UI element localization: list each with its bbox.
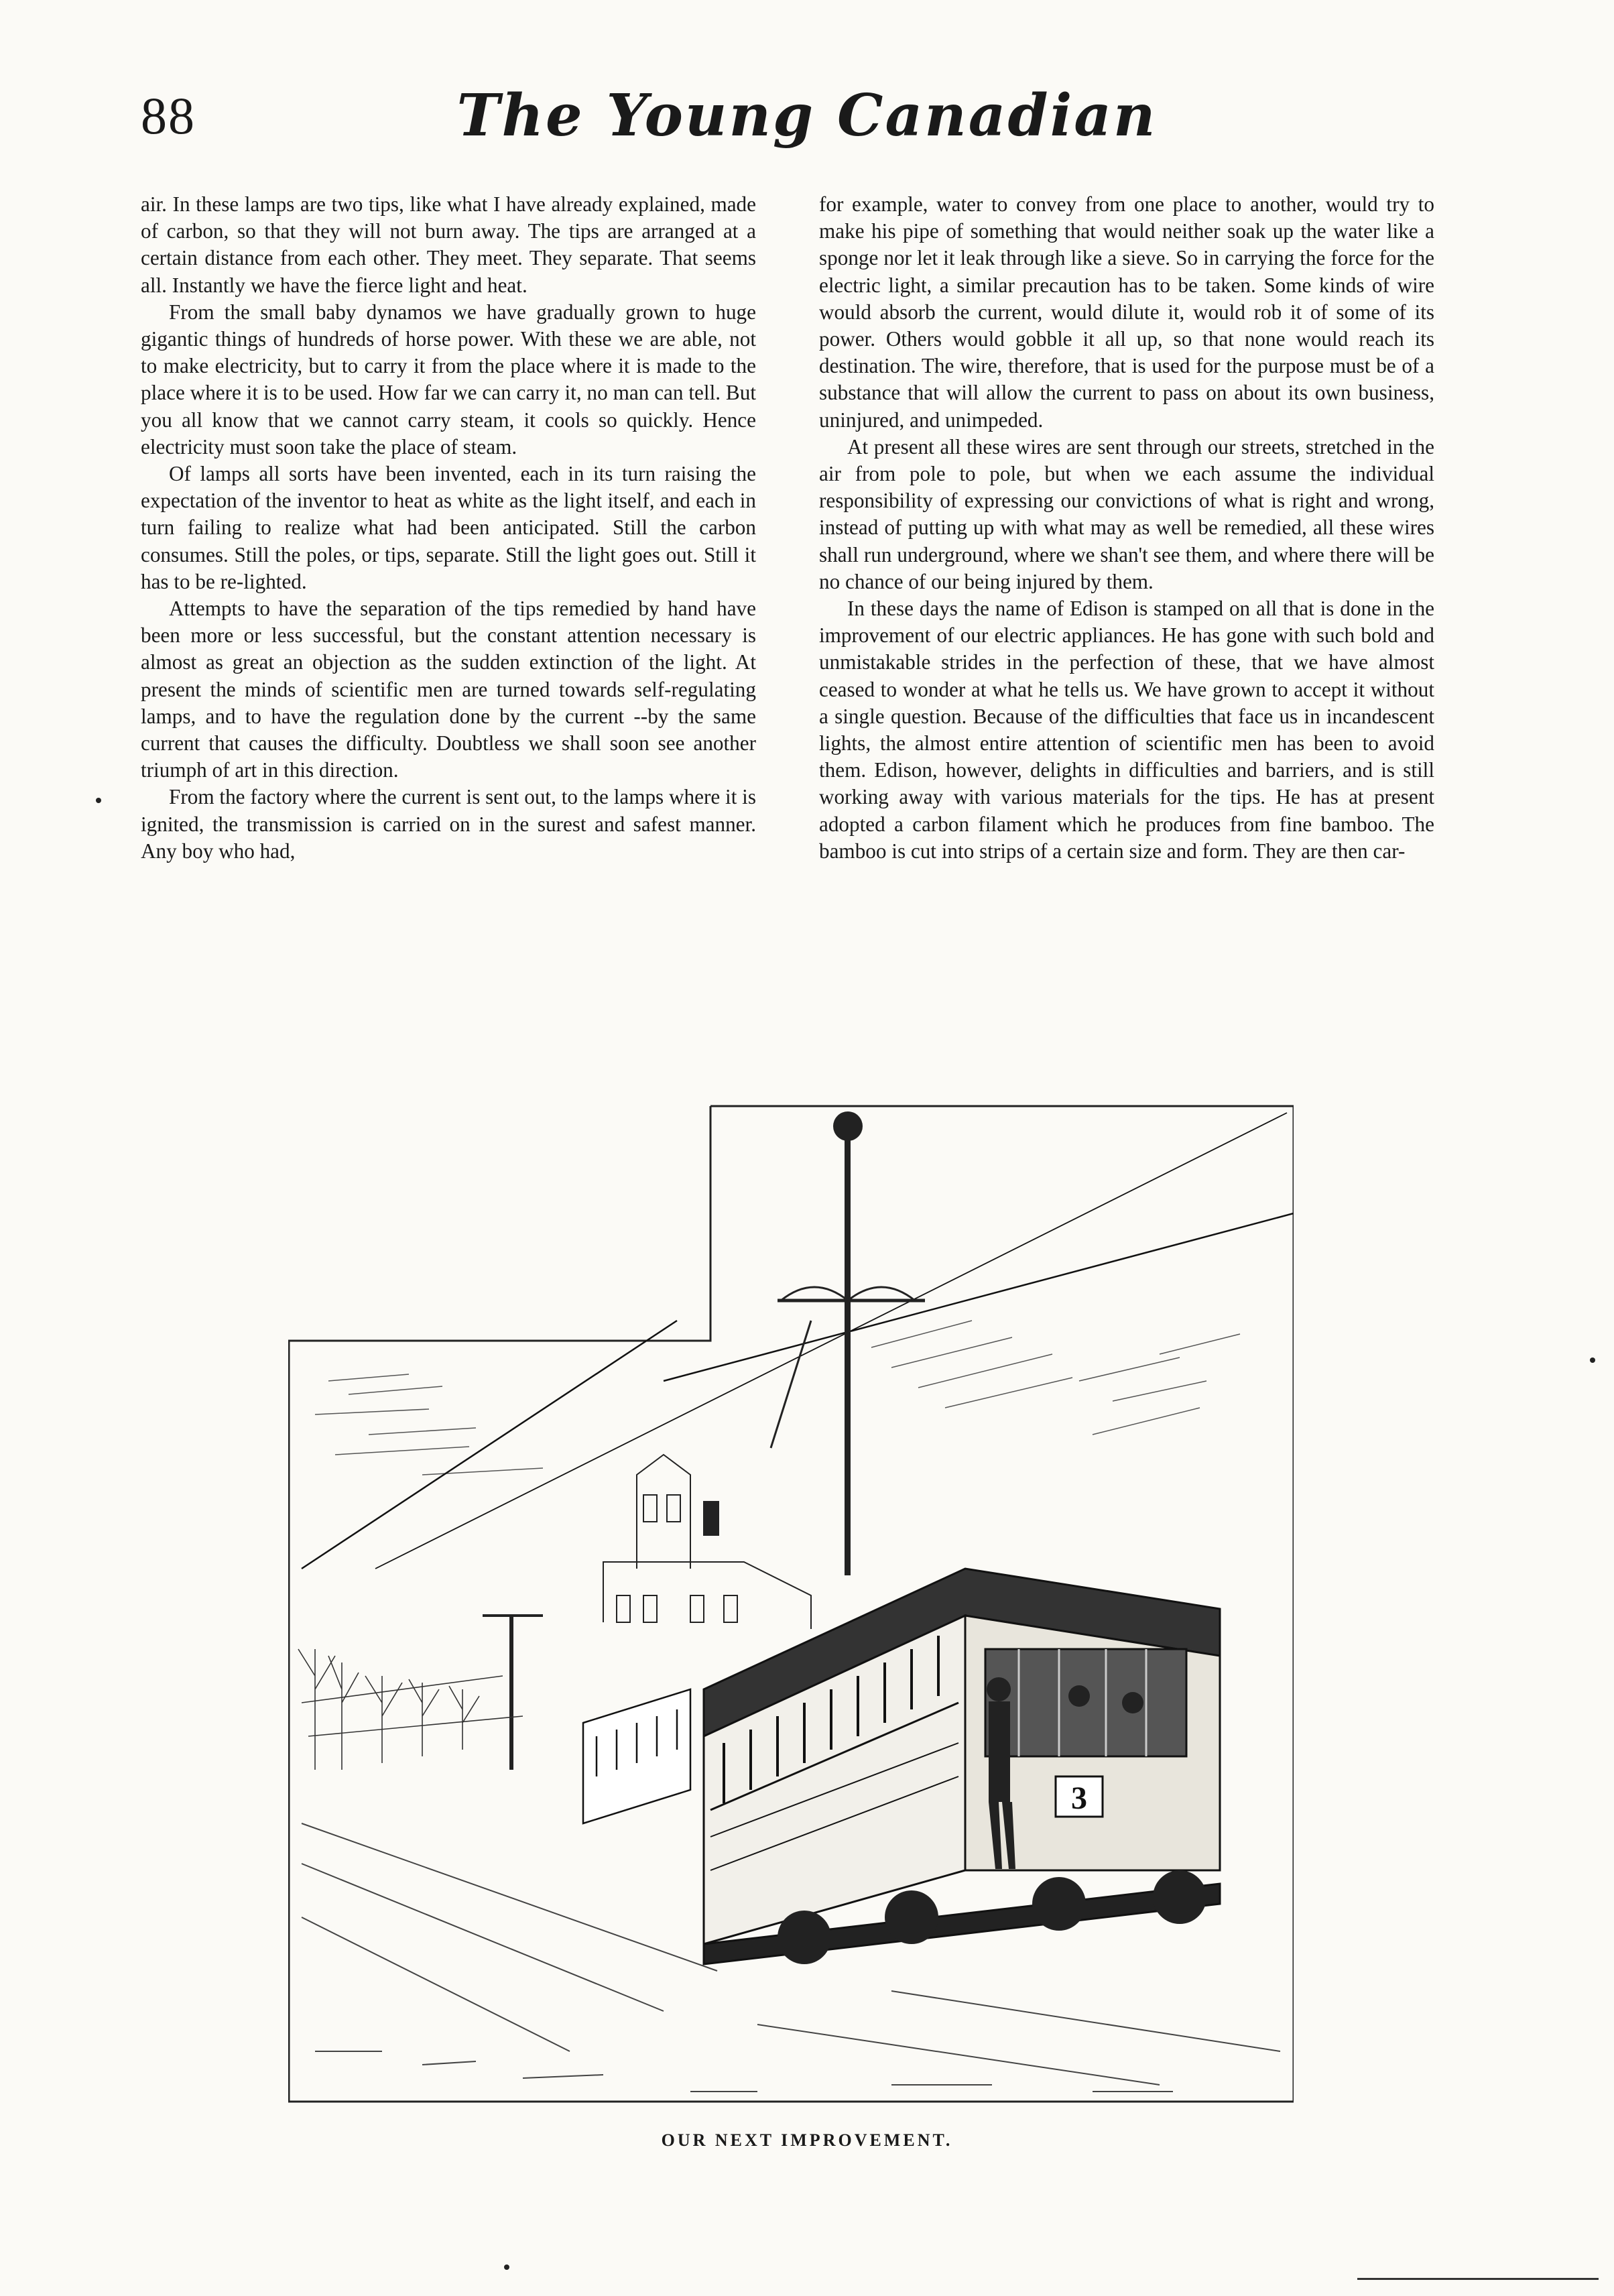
paragraph: From the factory where the current is sent out, to the lamps where it is ignited, the transmission is carried on in the surest and safest manner. Any boy who had,: [141, 785, 756, 863]
paragraph: At present all these wires are sent through our streets, stretched in the air from pole to pole, but when we each assume the individual responsibility of expressing our convictions of what is right and wrong, instead of putting up with what may as well be remedied, all these wires shall run underground, where we shan't see them, and where there will be no chance of our being injured by them.: [819, 434, 1434, 593]
paragraph: Attempts to have the separation of the tips remedied by hand have been more or less successful, but the constant attention necessary is almost as great an objection as the sudden extinction of the light. At present the minds of scientific men are turned towards self-regulating lamps, and to have the regulation done by the current --by the same current that causes the difficulty. Doubtless we shall soon see another triumph of art in this direction.: [141, 597, 756, 782]
paragraph: air. In these lamps are two tips, like what I have already explained, made of carbon, so that they will not burn away. The tips are arranged at a certain distance from each other. They meet. They separate. That seems all. Instantly we have the fierce light and heat.: [141, 192, 756, 297]
car-number-label: 3: [1071, 1780, 1087, 1816]
figure-caption: OUR NEXT IMPROVEMENT.: [661, 2130, 953, 2150]
paragraph: From the small baby dynamos we have gradually grown to huge gigantic things of hundreds of horse power. With these we are able, not to make electricity, but to carry it from the place where it is made to the place where it is to be used. How far we can carry it, no man can tell. But you all know that we cannot carry steam, it cools so quickly. Hence electricity must soon take the place of steam.: [141, 300, 756, 459]
print-speck: [504, 2264, 509, 2270]
print-speck: [1590, 1357, 1595, 1363]
paragraph: In these days the name of Edison is stamped on all that is done in the improvement of our electric appliances. He has gone with such bold and unmistakable strides in the perfection of these, that we have almost ceased to wonder at what he tells us. We have grown to accept it without a single question. Because of the difficulties that face us in incandescent lights, the almost entire attention of scientific men has been to avoid them. Edison, however, delights in difficulties and barriers, and is still working away with various materials for the tips. He has at present adopted a carbon filament which he produces from fine bamboo. The bamboo is cut into strips of a certain size and form. They are then car-: [819, 597, 1434, 863]
page-title: The Young Canadian: [456, 82, 1158, 149]
print-rule: [1357, 2278, 1599, 2280]
right-column: [819, 191, 1434, 1056]
streetcar-illustration: [288, 1099, 1294, 2112]
left-column: [141, 191, 756, 1056]
page-number: 88: [141, 86, 196, 145]
streetcar-engraving: [288, 1099, 1294, 2112]
paragraph: Of lamps all sorts have been invented, each in its turn raising the expectation of the inventor to heat as white as the light itself, and each in turn failing to realize what had been anticipated. Still the carbon consumes. Still the poles, or tips, separate. Still the light goes out. Still it has to be re-lighted.: [141, 462, 756, 593]
paragraph: for example, water to convey from one place to another, would try to make his pipe of something that would neither soak up the water like a sponge nor let it leak through like a sieve. So in carrying the force for the electric light, a similar precaution has to be taken. Some kinds of wire would absorb the current, would dilute it, would rob it of some of its power. Others would gobble it all up, so that none would reach its destination. The wire, therefore, that is used for the purpose must be of a substance that will allow the current to pass on about its own business, uninjured, and unimpeded.: [819, 192, 1434, 432]
article-body: [141, 191, 1434, 1056]
print-speck: [96, 798, 101, 803]
